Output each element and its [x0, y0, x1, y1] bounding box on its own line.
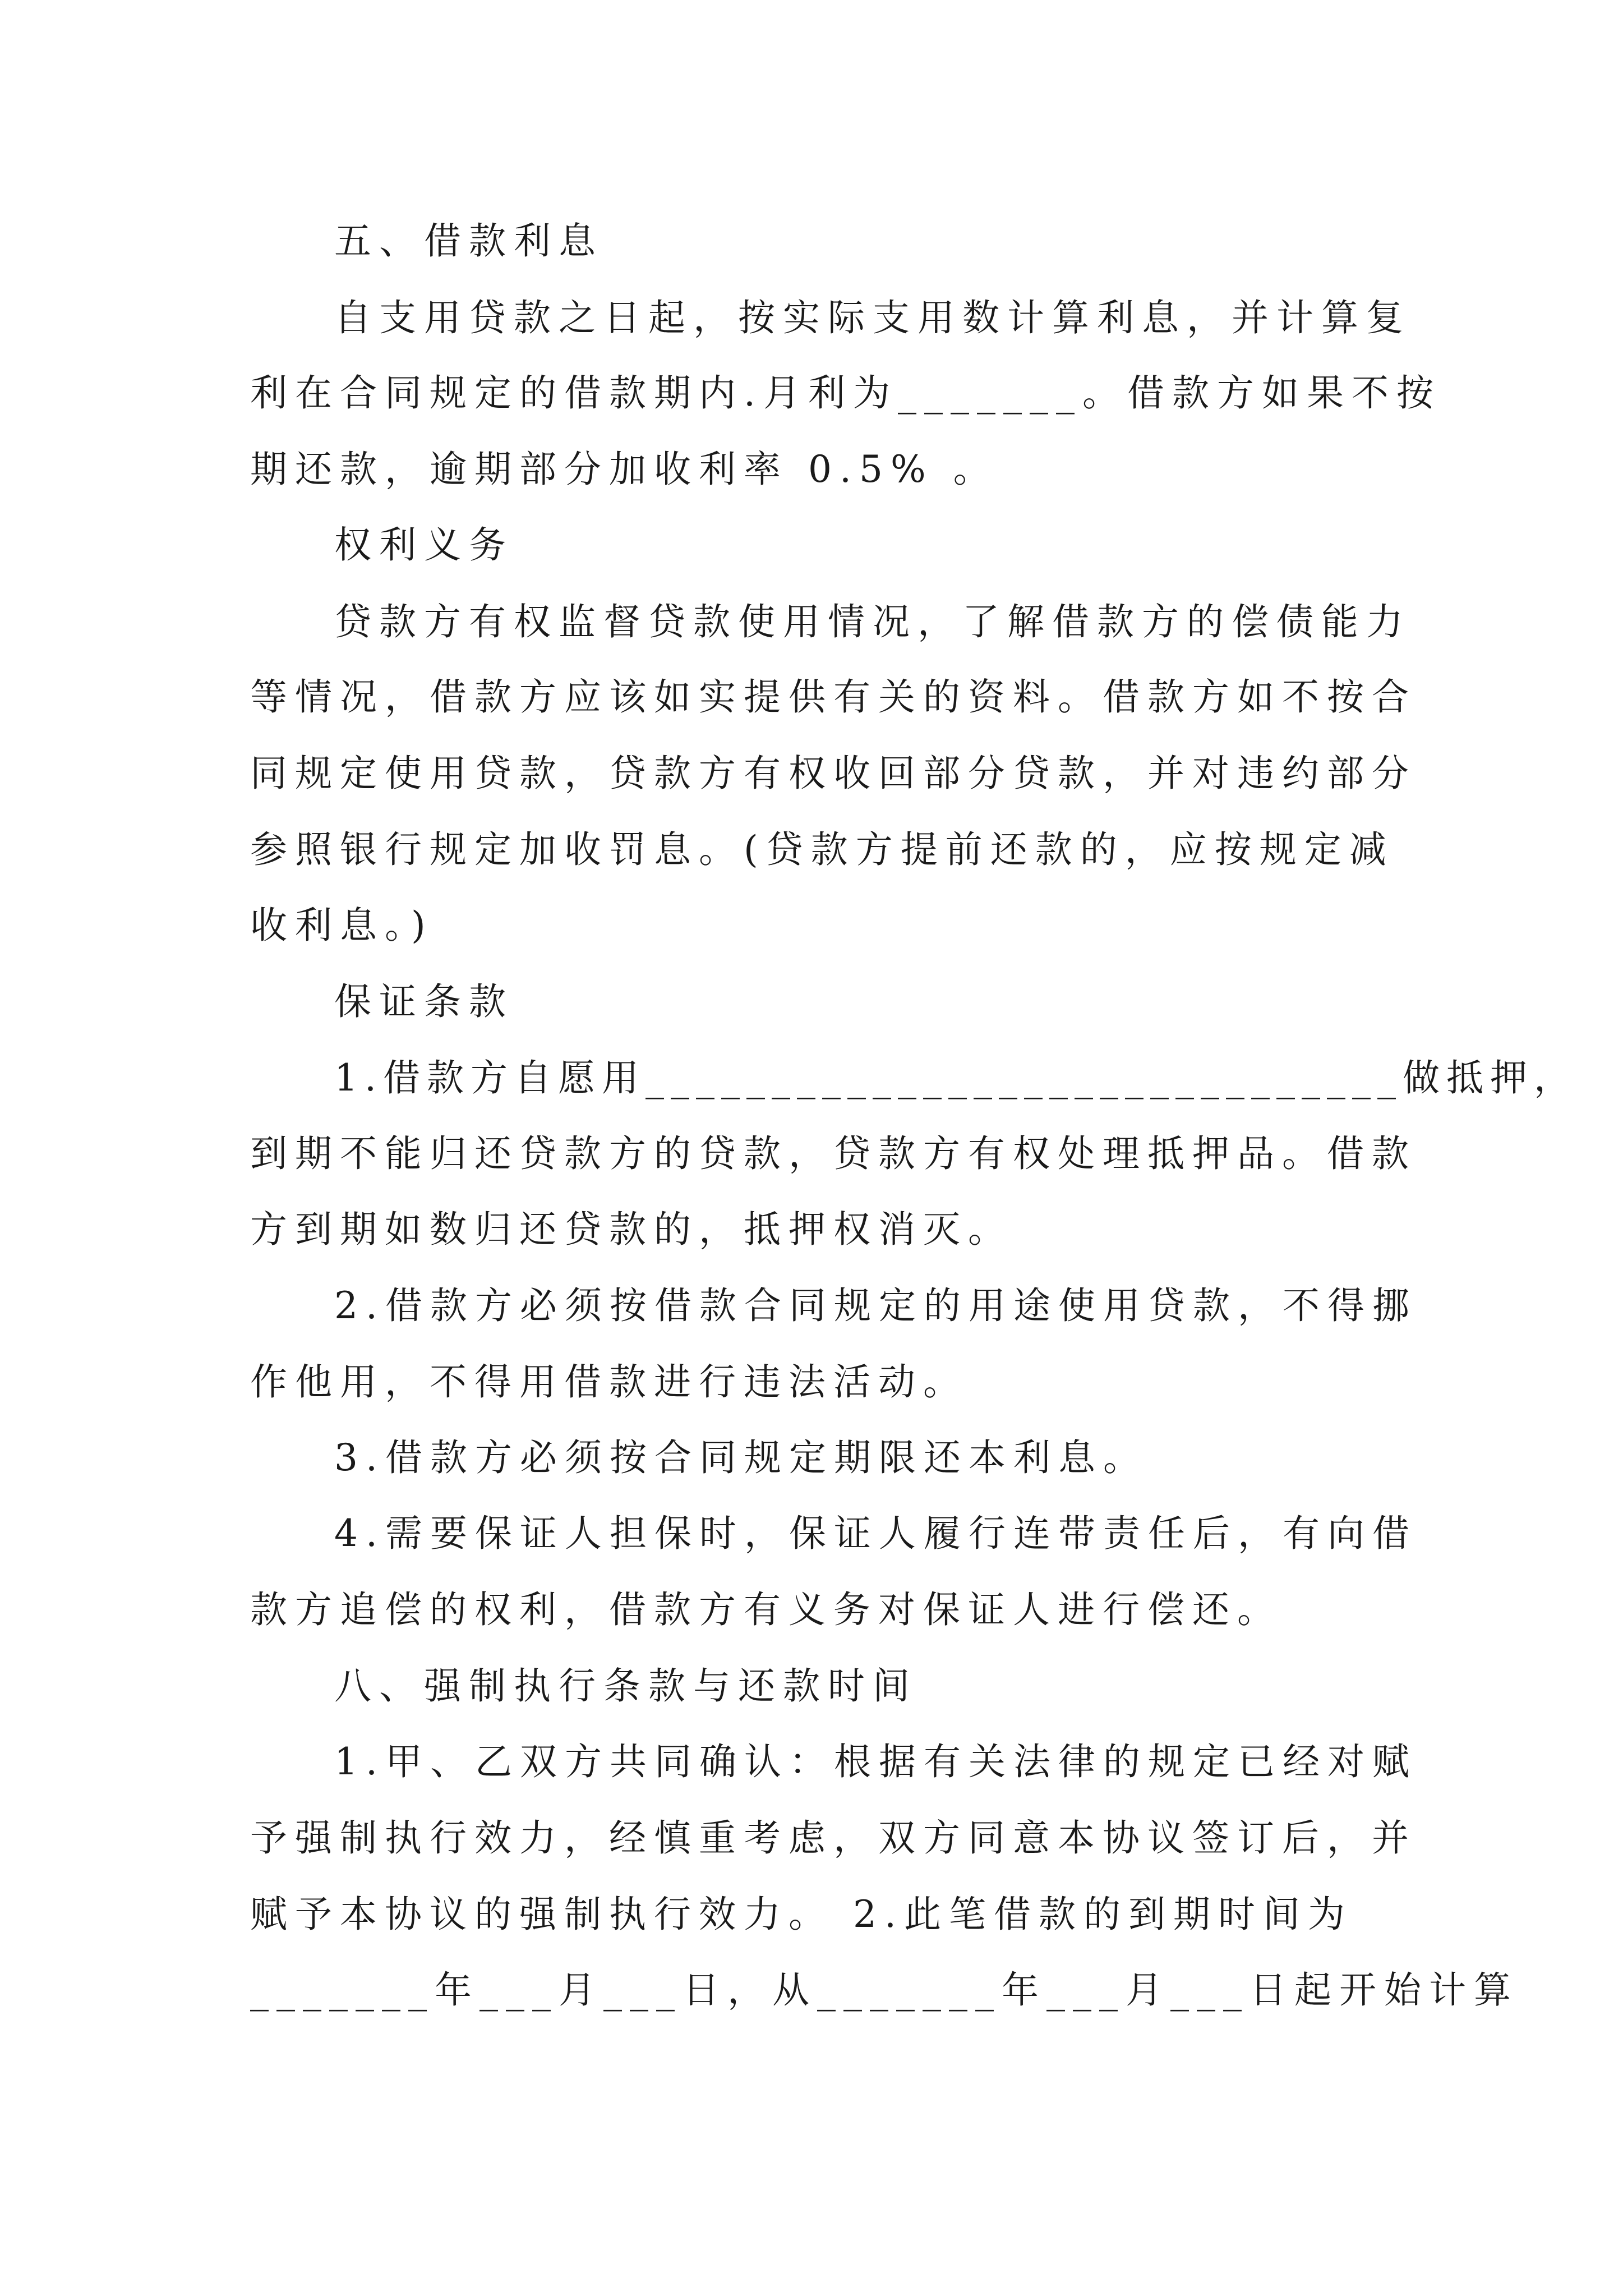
paragraph-line: 3.借款方必须按合同规定期限还本利息。 — [334, 1436, 1148, 1479]
paragraph-line: 1.甲、乙双方共同确认：根据有关法律的规定已经对赋 — [334, 1740, 1417, 1783]
section-heading-guarantee: 保证条款 — [334, 980, 514, 1023]
paragraph-line: 予强制执行效力，经慎重考虑，双方同意本协议签订后，并 — [250, 1816, 1417, 1860]
paragraph-line: 1.借款方自愿用______________________________做抵押， — [334, 1056, 1578, 1099]
paragraph-line: 2.借款方必须按借款合同规定的用途使用贷款，不得挪 — [334, 1284, 1417, 1327]
paragraph-line: 作他用，不得用借款进行违法活动。 — [250, 1360, 968, 1404]
paragraph-line: 同规定使用贷款，贷款方有权收回部分贷款，并对违约部分 — [250, 752, 1417, 795]
section-heading-rights: 权利义务 — [334, 523, 514, 567]
paragraph-line: 到期不能归还贷款方的贷款，贷款方有权处理抵押品。借款 — [250, 1132, 1417, 1175]
paragraph-line: 赋予本协议的强制执行效力。 2.此笔借款的到期时间为 — [250, 1893, 1353, 1936]
paragraph-line: 方到期如数归还贷款的，抵押权消灭。 — [250, 1208, 1013, 1251]
paragraph-line: 期还款，逾期部分加收利率 0.5% 。 — [250, 448, 998, 491]
paragraph-line: _______年___月___日，从_______年___月___日起开始计算 — [250, 1968, 1519, 2012]
paragraph-line: 自支用贷款之日起，按实际支用数计算利息，并计算复 — [334, 296, 1411, 339]
paragraph-line: 款方追偿的权利，借款方有义务对保证人进行偿还。 — [250, 1588, 1282, 1631]
section-heading-enforcement: 八、强制执行条款与还款时间 — [334, 1664, 917, 1708]
paragraph-line: 4.需要保证人担保时，保证人履行连带责任后，有向借 — [334, 1512, 1417, 1555]
section-heading-interest: 五、借款利息 — [334, 219, 603, 263]
paragraph-line: 利在合同规定的借款期内.月利为_______。借款方如果不按 — [250, 371, 1441, 415]
paragraph-line: 等情况，借款方应该如实提供有关的资料。借款方如不按合 — [250, 675, 1417, 719]
paragraph-line: 参照银行规定加收罚息。(贷款方提前还款的，应按规定减 — [250, 828, 1394, 871]
paragraph-line: 收利息。) — [250, 904, 434, 947]
paragraph-line: 贷款方有权监督贷款使用情况，了解借款方的偿债能力 — [334, 600, 1411, 643]
